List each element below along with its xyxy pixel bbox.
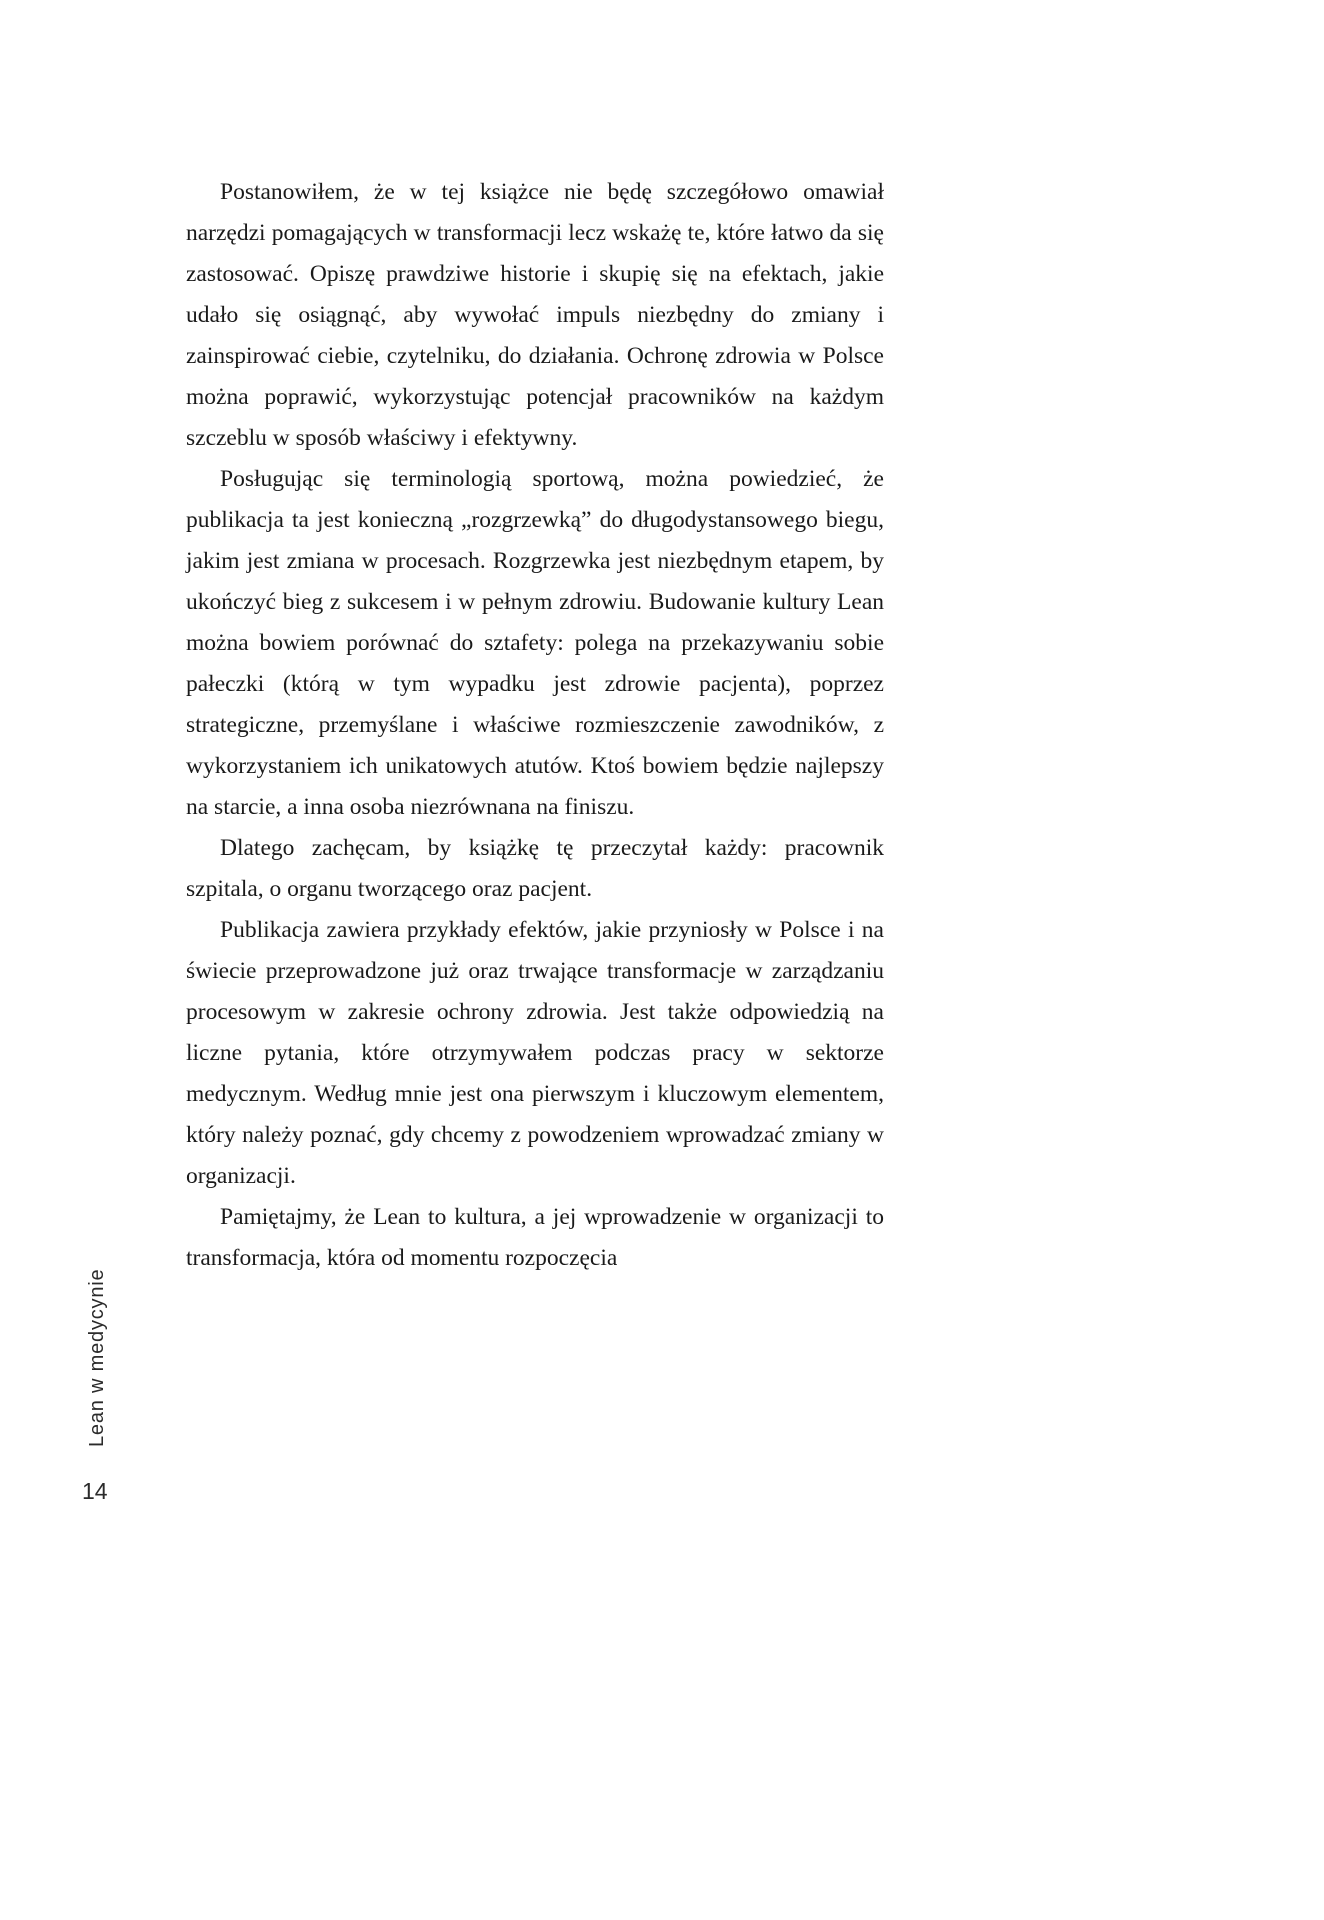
paragraph: Pamiętajmy, że Lean to kultura, a jej wprowadzenie w organizacji to transformacja, która od momentu rozpoczęcia <box>186 1204 884 1271</box>
sidebar-vertical-label: Lean w medycynie <box>86 1268 108 1447</box>
body-text <box>186 172 884 1279</box>
page-number: 14 <box>82 1478 108 1504</box>
paragraph: Posługując się terminologią sportową, można powiedzieć, że publikacja ta jest konieczną „rozgrzewką” do długodystansowego biegu, jakim jest zmiana w procesach. Rozgrzewka jest niezbędnym etapem, by ukończyć bieg z sukcesem i w pełnym zdrowiu. Budowanie kultury Lean można bowiem porównać do sztafety: polega na przekazywaniu sobie pałeczki (którą w tym wypadku jest zdrowie pacjenta), poprzez strategiczne, przemyślane i właściwe rozmieszczenie zawodników, z wykorzystaniem ich unikatowych atutów. Ktoś bowiem będzie najlepszy na starcie, a inna osoba niezrównana na finiszu. <box>186 466 884 820</box>
paragraph: Postanowiłem, że w tej książce nie będę szczegółowo omawiał narzędzi pomagających w transformacji lecz wskażę te, które łatwo da się zastosować. Opiszę prawdziwe historie i skupię się na efektach, jakie udało się osiągnąć, aby wywołać impuls niezbędny do zmiany i zainspirować ciebie, czytelniku, do działania. Ochronę zdrowia w Polsce można poprawić, wykorzystując potencjał pracowników na każdym szczeblu w sposób właściwy i efektywny. <box>186 179 884 451</box>
paragraph: Dlatego zachęcam, by książkę tę przeczytał każdy: pracownik szpitala, o organu tworzącego oraz pacjent. <box>186 835 884 902</box>
paragraph: Publikacja zawiera przykłady efektów, jakie przyniosły w Polsce i na świecie przeprowadzone już oraz trwające transformacje w zarządzaniu procesowym w zakresie ochrony zdrowia. Jest także odpowiedzią na liczne pytania, które otrzymywałem podczas pracy w sektorze medycznym. Według mnie jest ona pierwszym i kluczowym elementem, który należy poznać, gdy chcemy z powodzeniem wprowadzać zmiany w organizacji. <box>186 917 884 1189</box>
